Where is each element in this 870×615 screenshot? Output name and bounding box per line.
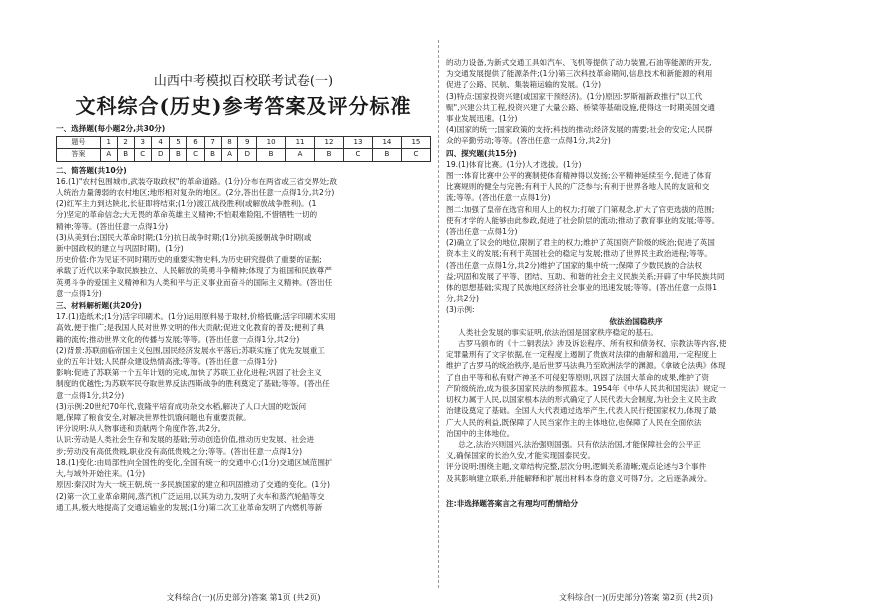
text-line: 步;劳动没有高低贵贱,职业没有高低贵贱之分;等等。(答出任意一点得1分) xyxy=(56,446,303,456)
text-line: 治建设奠定了基础。全国人大代表通过选举产生,代表人民行使国家权力,体现了最 xyxy=(446,406,717,416)
text-line: 维护了古罗马的统治秩序,是后世罗马法典乃至欧洲法学的渊源。《拿破仑法典》体现 xyxy=(446,361,726,371)
table-cell-answer: A xyxy=(286,149,315,161)
answer-table xyxy=(56,136,431,161)
left-content xyxy=(56,122,431,513)
text-line: 认识:劳动是人类社会生存和发展的基础;劳动创造价值,推动历史发展、社会进 xyxy=(56,435,315,445)
essay-title: 依法治国稳秩序 xyxy=(609,316,663,326)
text-line: (答出任意一点得1分,共2分)维护了国家的集中统一;保障了少数民族的合法权 xyxy=(446,260,702,270)
table-cell-number: 3 xyxy=(134,137,151,149)
table-cell-number: 14 xyxy=(372,137,401,149)
text-line: 图一:体育比赛中公平的赛制使体育精神得以发扬;公平精神延续至今,促进了体育 xyxy=(446,171,712,181)
table-cell-number: 15 xyxy=(401,137,430,149)
table-cell-answer: D xyxy=(238,149,257,161)
material-answer-block xyxy=(56,311,431,513)
table-cell-answer: A xyxy=(100,149,117,161)
text-line: (2)背景:苏联面临帝国主义包围,国民经济发展水平落后;苏联实施了优先发展重工 xyxy=(56,345,325,355)
text-line: 英勇斗争的爱国主义精神和为人类和平与正义事业而奋斗的国际主义精神。(答出任 xyxy=(56,277,333,287)
text-line: 义,确保国家的长治久安,才能实现国泰民安。 xyxy=(446,451,596,461)
table-cell-answer: B xyxy=(372,149,401,161)
text-line: 制度的优越性;为苏联军民夺取世界反法西斯战争的胜利奠定了基础;等等。(答出任 xyxy=(56,379,330,389)
text-line: 评分说明:从人物事迹和贡献两个角度作答,共2分。 xyxy=(56,424,226,434)
text-line: 资本主义的发展;有利于英国社会的稳定与发展;推动了世界民主政治进程;等等。 xyxy=(446,249,712,259)
section-choice-heading: 一、选择题(每小题2分,共30分) xyxy=(56,124,166,133)
text-line: 事业发展迅速。(1分) xyxy=(446,114,518,124)
text-line: 16.(1)"农村包围城市,武装夺取政权"的革命道路。(1分)分布在两省或三省交界处;敌 xyxy=(56,176,337,186)
text-line: 切权力属于人民,以国家根本法的形式确定了人民代表大会制度,为社会主义民主政 xyxy=(446,395,717,405)
material-answer-continued xyxy=(446,57,826,147)
text-line: 题,保障了粮食安全,对解决世界性饥饿问题也有重要贡献。 xyxy=(56,413,251,423)
table-cell-answer: B xyxy=(117,149,134,161)
table-row-label: 答案 xyxy=(57,149,101,161)
scoring-note-block xyxy=(446,461,826,483)
text-line: (2)红军主力到达陕北,长征即将结束;(1分)渡江战役胜利(或解放战争胜利)。(1 xyxy=(56,199,317,209)
answer-table-number-row xyxy=(57,137,431,149)
page-divider xyxy=(438,40,439,588)
text-line: 的动力设备,为新式交通工具如汽车、飞机等提供了动力装置,石油等能源的开发, xyxy=(446,58,712,67)
table-cell-answer: A xyxy=(221,149,238,161)
text-line: 原因:秦汉时为大一统王朝,统一多民族国家的建立和巩固推动了交通的变化。(1分) xyxy=(56,480,330,490)
text-line: 使有才学的人能够由此参政,促进了社会阶层的流动;推动了教育事业的发展;等等。 xyxy=(446,215,720,225)
table-cell-number: 12 xyxy=(315,137,344,149)
text-line: 历史价值:作为见证不同时期历史的重要实物史料,为历史研究提供了重要的证据; xyxy=(56,255,322,265)
exam-subtitle: 山西中考模拟百校联考试卷(一) xyxy=(153,74,334,89)
answer-table-answer-row xyxy=(57,149,431,161)
text-line: 高效,便于推广;是我国人民对世界文明的伟大贡献;促进文化教育的普及;便利了典 xyxy=(56,323,325,333)
table-cell-answer: C xyxy=(401,149,430,161)
inquiry-answer-block xyxy=(446,159,826,305)
table-cell-number: 2 xyxy=(117,137,134,149)
right-content xyxy=(446,57,826,509)
text-line: 赈",兴建公共工程,投资兴建了大量公路、桥梁等基础设施,使得这一时期美国交通 xyxy=(446,102,715,112)
right-page xyxy=(446,0,826,615)
table-row-label: 题号 xyxy=(57,137,101,149)
section-inquiry-heading: 四、探究题(共15分) xyxy=(446,148,517,158)
text-line: 总之,法治兴则国兴,法治强则国强。只有依法治国,才能保障社会的公平正 xyxy=(458,439,701,449)
section-material-heading: 三、材料解析题(共20分) xyxy=(56,301,142,311)
text-line: 分,共2分) xyxy=(446,294,479,304)
table-cell-number: 4 xyxy=(151,137,170,149)
table-cell-number: 11 xyxy=(286,137,315,149)
text-line: (4)国家的统一;国家政策的支持;科技的推动;经济发展的需要;社会的安定;人民群 xyxy=(446,125,713,135)
text-line: 19.(1)体育比赛。(1分)人才选拔。(1分) xyxy=(446,159,582,169)
table-cell-answer: B xyxy=(204,149,221,161)
left-page-footer: 文科综合(一)(历史部分)答案 第1页 (共2页) xyxy=(166,593,321,602)
section-short-answer-heading: 二、简答题(共10分) xyxy=(56,165,127,175)
text-line: 意一点得1分,共2分) xyxy=(56,390,125,400)
left-page xyxy=(56,0,431,615)
text-line: (3)特点:国家投资兴建(或国家干预经济)。(1分)原因:罗斯福新政推行"以工代 xyxy=(446,91,703,101)
text-line: 新中国政权的建立与巩固时期)。(1分) xyxy=(56,244,184,254)
text-line: 图二:加强了皇帝在选官和用人上的权力;打破了门第观念,扩大了官吏选拔的范围; xyxy=(446,204,715,214)
table-cell-number: 5 xyxy=(170,137,187,149)
text-line: 产阶级统治,成为很多国家民法的参照蓝本。1954年《中华人民共和国宪法》规定一 xyxy=(446,383,726,393)
text-line: (3)示例:20世纪70年代,袁隆平培育成功杂交水稻,解决了人口大国的吃饭问 xyxy=(56,401,307,411)
text-line: 广大人民的利益,既保障了人民当家作主的主体地位,也保障了人民在全面依法 xyxy=(446,417,702,427)
text-line: 籍的流传;推动世界文化的传播与发展;等等。(答出任意一点得1分,共2分) xyxy=(56,334,300,344)
table-cell-answer: B xyxy=(315,149,344,161)
table-cell-answer: C xyxy=(134,149,151,161)
text-line: 精神;等等。(答出任意一点得1分) xyxy=(56,221,169,231)
table-cell-number: 1 xyxy=(100,137,117,149)
text-line: 17.(1)造纸术;(1分)活字印刷术。(1分)运用原料易于取材,价格低廉;活字印刷术实用 xyxy=(56,312,336,322)
text-line: 治国中的主体地位。 xyxy=(446,428,515,438)
text-line: 人类社会发展的事实证明,依法治国是国家秩序稳定的基石。 xyxy=(458,327,659,337)
text-line: 定罪量刑有了文字依据,在一定程度上遏制了贵族对法律的曲解和滥用,一定程度上 xyxy=(446,350,717,360)
table-cell-number: 6 xyxy=(187,137,204,149)
table-cell-number: 13 xyxy=(343,137,372,149)
table-cell-number: 9 xyxy=(238,137,257,149)
text-line: (2)确立了议会的地位,限制了君主的权力;维护了英国资产阶级的统治;促进了英国 xyxy=(446,238,715,248)
text-line: (2)第一次工业革命期间,蒸汽机广泛运用,以其为动力,发明了火车和蒸汽轮船等交 xyxy=(56,491,325,501)
text-line: 评分说明:围绕主题,文章结构完整,层次分明,逻辑关系清晰;观点论述与3个事件 xyxy=(446,462,707,472)
text-line: 为交通发展提供了能源条件;(1分)第三次科技革命期间,信息技术和新能源的利用 xyxy=(446,69,713,79)
text-line: 人统治力量薄弱的农村地区;地形相对复杂的地区。(2分,答出任意一点得1分,共2分) xyxy=(56,188,335,198)
text-line: 承载了近代以来争取民族独立、人民解放的英勇斗争精神;体现了为祖国和民族尊严 xyxy=(56,266,332,276)
text-line: (3)从美到台;国民大革命时期;(1分)抗日战争时期;(1分)抗美援朝战争时期(或 xyxy=(56,232,312,242)
general-note: 注:非选择题答案言之有理均可酌情给分 xyxy=(446,498,579,508)
document-title: 文科综合(历史)参考答案及评分标准 xyxy=(75,94,412,118)
text-line: 古罗马颁布的《十二铜表法》涉及诉讼程序、所有权和债务权、宗教法等内容,使 xyxy=(458,339,727,349)
example-label: (3)示例: xyxy=(446,305,475,315)
text-line: 体的思想基础;实现了民族地区经济社会事业的迅速发展;等等。(答出任意一点得1 xyxy=(446,283,718,293)
text-line: 分)坚定的革命信念;大无畏的革命英雄主义精神;不怕艰难险阻,不惜牺牲一切的 xyxy=(56,210,318,220)
text-line: 大,与域外开始往来。(1分) xyxy=(56,469,146,479)
text-line: 18.(1)变化:由局部性向全国性的变化,全国有统一的交通中心;(1分)交通区域范围扩 xyxy=(56,457,333,467)
table-cell-number: 7 xyxy=(204,137,221,149)
table-cell-number: 8 xyxy=(221,137,238,149)
table-cell-answer: C xyxy=(343,149,372,161)
right-page-footer: 文科综合(一)(历史部分)答案 第2页 (共2页) xyxy=(559,593,713,602)
table-cell-answer: B xyxy=(257,149,286,161)
text-line: 及其影响建立联系,并能解释和扩展出材料本身的意义可得7分。之后逐条减分。 xyxy=(446,473,712,483)
text-line: 了自由平等和私有财产神圣不可侵犯等原则,巩固了法国大革命的成果,维护了资 xyxy=(446,372,710,382)
text-line: 比赛规则的健全与完善;有利于人民的广泛参与;有利于世界各地人民的友谊和交 xyxy=(446,182,710,192)
text-line: 通工具,极大地提高了交通运输业的发展;(1分)第二次工业革命发明了内燃机等新 xyxy=(56,502,323,512)
text-line: 促进了公路、民航、集装箱运输的发展。(1分) xyxy=(446,80,602,90)
table-cell-number: 10 xyxy=(257,137,286,149)
short-answer-block xyxy=(56,176,431,299)
essay-block xyxy=(446,327,826,461)
text-line: 意一点得1分) xyxy=(56,288,102,298)
table-cell-answer: B xyxy=(170,149,187,161)
text-line: 流;等等。(答出任意一点得1分) xyxy=(446,193,551,203)
text-line: 业的五年计划;人民群众建设热情高涨;等等。(答出任意一点得1分) xyxy=(56,357,277,367)
text-line: 影响:促进了苏联第一个五年计划的完成,加快了苏联工业化进程;巩固了社会主义 xyxy=(56,368,322,378)
text-line: 众的辛勤劳动;等等。(答出任意一点得1分,共2分) xyxy=(446,136,611,146)
text-line: (答出任意一点得1分) xyxy=(446,227,518,237)
text-line: 益;巩固和发展了平等、团结、互助、和谐的社会主义民族关系;开辟了中华民族共同 xyxy=(446,271,725,281)
table-cell-answer: C xyxy=(187,149,204,161)
table-cell-answer: D xyxy=(151,149,170,161)
